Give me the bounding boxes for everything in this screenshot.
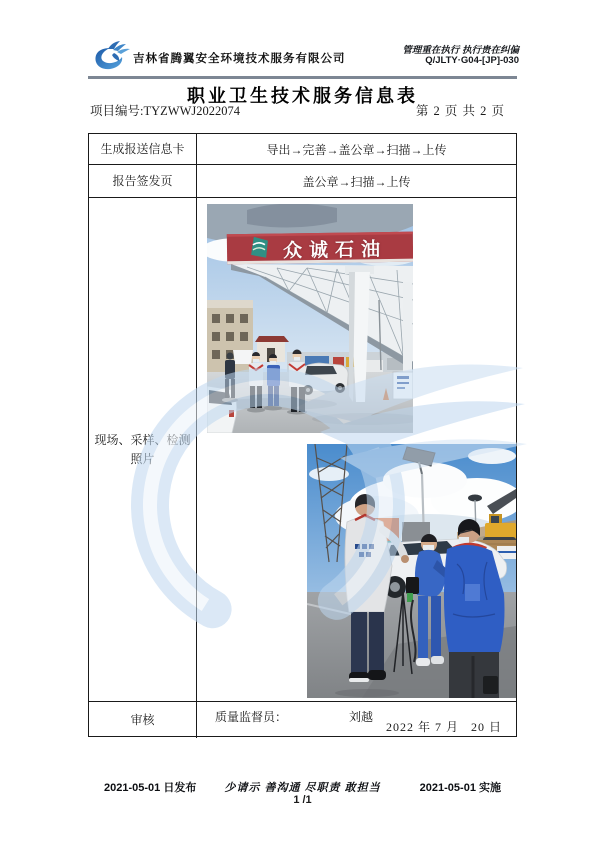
row-value: 盖公章→扫描→上传: [302, 174, 411, 189]
header-motto: 管理重在执行 执行贵在纠偏: [402, 45, 519, 56]
row-label: 审核: [89, 702, 197, 738]
table-row-review: [89, 701, 516, 738]
inspector-line: [215, 708, 373, 725]
review-date: 2022 年 7 月 20 日: [385, 720, 502, 734]
photo-gas-station: [207, 204, 413, 433]
row-value: 导出→完善→盖公章→扫描→上传: [266, 142, 447, 157]
inspector-name: 刘越: [349, 710, 374, 724]
project-number: 项目编号:TYZWWJ2022074: [90, 104, 240, 118]
row-label: 生成报送信息卡: [89, 134, 197, 164]
table-row-signature-page: [89, 164, 516, 197]
footer-motto: 少请示 善沟通 尽职责 敢担当: [224, 782, 381, 794]
row-label: 现场、采样、检测照片: [89, 198, 197, 701]
page-indicator: 第 2 页 共 2 页: [415, 104, 505, 118]
footer-release-date: 2021-05-01 日发布: [104, 782, 197, 794]
footer-implement-date: 2021-05-01 实施: [419, 782, 501, 794]
footer-page-number: 1 /1: [293, 794, 312, 806]
table-row-report-card: [89, 134, 516, 164]
gas-station-sign-text: 众诚石油: [282, 239, 388, 262]
company-name: 吉林省腾翼安全环境技术服务有限公司: [133, 53, 346, 65]
header-rule: [88, 76, 517, 79]
doc-code: Q/JLTY·G04-[JP]-030: [425, 55, 519, 66]
photo-sampling-art: [307, 444, 516, 698]
row-label: 报告签发页: [89, 165, 197, 197]
inspector-label: 质量监督员：: [215, 710, 288, 724]
page-title: 职业卫生技术服务信息表: [187, 86, 418, 106]
photo-sampling: [307, 444, 516, 698]
company-logo-icon: [90, 40, 132, 72]
